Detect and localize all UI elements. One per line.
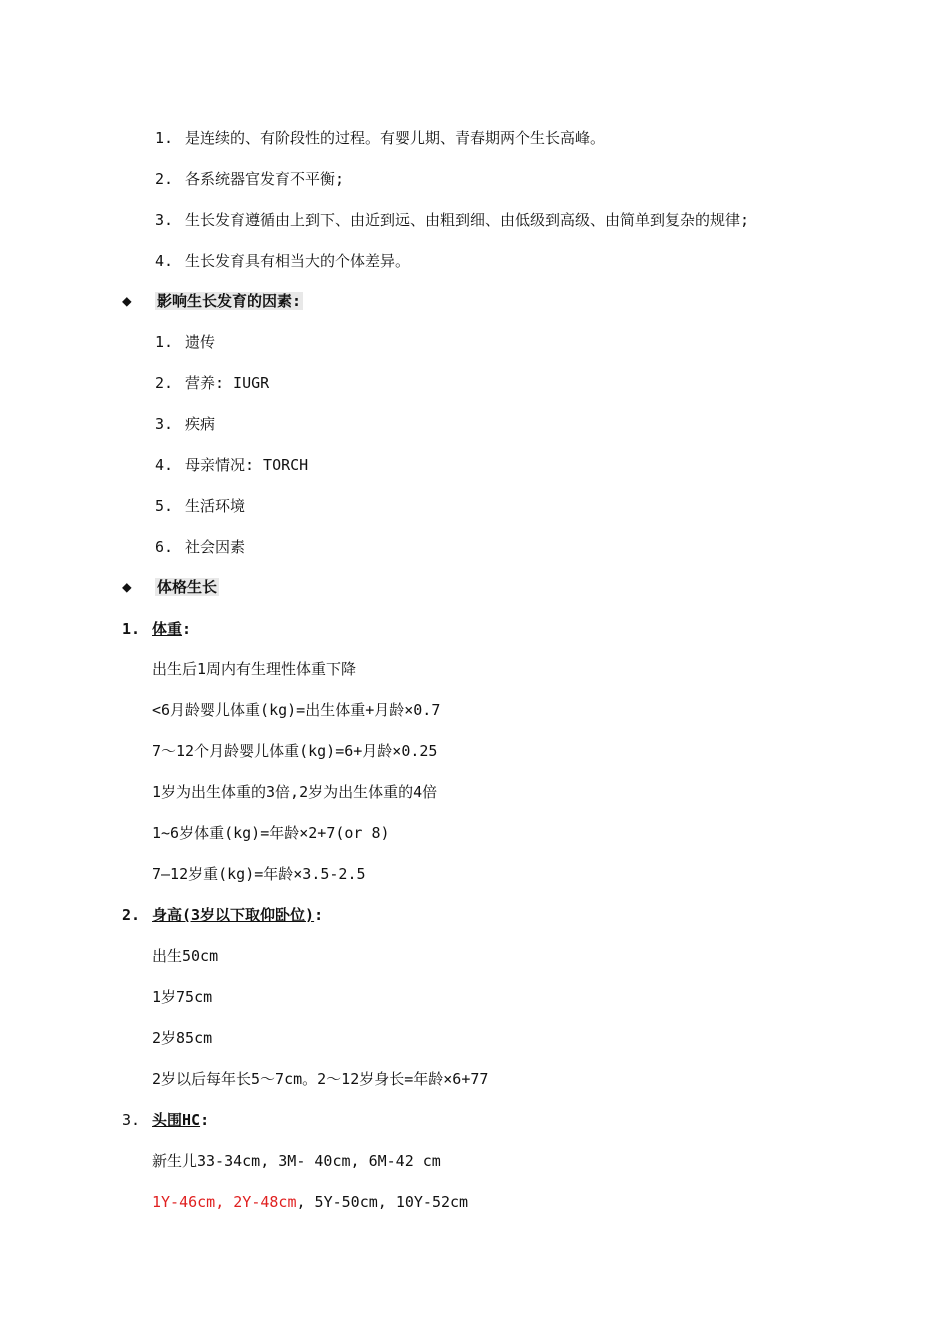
body-line: 1~6岁体重(kg)=年龄×2+7(or 8) bbox=[152, 824, 390, 842]
subsection-number: 1. bbox=[122, 620, 141, 638]
body-line: 1岁为出生体重的3倍,2岁为出生体重的4倍 bbox=[152, 783, 438, 801]
section-heading-factors bbox=[155, 291, 303, 311]
item-text: 遗传 bbox=[185, 333, 216, 351]
item-text: 各系统器官发育不平衡; bbox=[185, 170, 345, 188]
subsection-title: 头围HC bbox=[152, 1111, 201, 1129]
heading-text: 影响生长发育的因素: bbox=[157, 292, 302, 310]
diamond-bullet-icon: ◆ bbox=[122, 577, 132, 596]
list-item bbox=[155, 169, 344, 189]
item-number: 4. bbox=[155, 252, 174, 270]
subsection-number: 2. bbox=[122, 906, 141, 924]
list-item bbox=[155, 251, 410, 271]
item-text: 生长发育遵循由上到下、由近到远、由粗到细、由低级到高级、由简单到复杂的规律; bbox=[185, 211, 750, 229]
list-item bbox=[155, 332, 215, 352]
item-text: 社会因素 bbox=[185, 538, 246, 556]
item-text: 生活环境 bbox=[185, 497, 246, 515]
list-item bbox=[155, 455, 308, 475]
subsection-number: 3. bbox=[122, 1111, 141, 1129]
body-text: , 5Y-50cm, 10Y-52cm bbox=[296, 1193, 469, 1211]
subsection-title: 身高(3岁以下取仰卧位) bbox=[152, 906, 315, 924]
list-item bbox=[155, 373, 269, 393]
body-line: 出生50cm bbox=[152, 947, 219, 965]
item-number: 3. bbox=[155, 211, 174, 229]
body-line: 7—12岁重(kg)=年龄×3.5-2.5 bbox=[152, 865, 366, 883]
item-text: 是连续的、有阶段性的过程。有婴儿期、青春期两个生长高峰。 bbox=[185, 129, 606, 147]
heading-text: 体格生长 bbox=[157, 578, 218, 596]
item-number: 6. bbox=[155, 538, 174, 556]
item-number: 1. bbox=[155, 333, 174, 351]
list-item bbox=[155, 128, 605, 148]
subsection-title-head bbox=[122, 1110, 209, 1130]
subsection-title-weight bbox=[122, 619, 191, 639]
subsection-colon: : bbox=[182, 620, 192, 638]
item-text: 母亲情况: TORCH bbox=[185, 456, 309, 474]
section-heading-growth bbox=[155, 577, 219, 597]
body-line: <6月龄婴儿体重(kg)=出生体重+月龄×0.7 bbox=[152, 701, 441, 719]
item-number: 5. bbox=[155, 497, 174, 515]
highlighted-text: 1Y-46cm, 2Y-48cm bbox=[152, 1193, 297, 1211]
item-number: 2. bbox=[155, 374, 174, 392]
list-item bbox=[155, 414, 215, 434]
item-number: 4. bbox=[155, 456, 174, 474]
list-item bbox=[155, 210, 749, 230]
body-line bbox=[152, 1192, 468, 1212]
body-line: 1岁75cm bbox=[152, 988, 213, 1006]
subsection-colon: : bbox=[200, 1111, 210, 1129]
subsection-colon: : bbox=[314, 906, 324, 924]
diamond-bullet-icon: ◆ bbox=[122, 291, 132, 310]
subsection-title: 体重 bbox=[152, 620, 183, 638]
item-text: 营养: IUGR bbox=[185, 374, 270, 392]
item-number: 1. bbox=[155, 129, 174, 147]
body-line: 2岁85cm bbox=[152, 1029, 213, 1047]
list-item bbox=[155, 496, 245, 516]
body-line: 出生后1周内有生理性体重下降 bbox=[152, 660, 357, 678]
item-number: 3. bbox=[155, 415, 174, 433]
body-line: 2岁以后每年长5～7cm。2～12岁身长=年龄×6+77 bbox=[152, 1070, 489, 1088]
subsection-title-height bbox=[122, 905, 323, 925]
body-line: 7～12个月龄婴儿体重(kg)=6+月龄×0.25 bbox=[152, 742, 438, 760]
body-line: 新生儿33-34cm, 3M- 40cm, 6M-42 cm bbox=[152, 1152, 441, 1170]
item-text: 生长发育具有相当大的个体差异。 bbox=[185, 252, 411, 270]
item-number: 2. bbox=[155, 170, 174, 188]
item-text: 疾病 bbox=[185, 415, 216, 433]
list-item bbox=[155, 537, 245, 557]
